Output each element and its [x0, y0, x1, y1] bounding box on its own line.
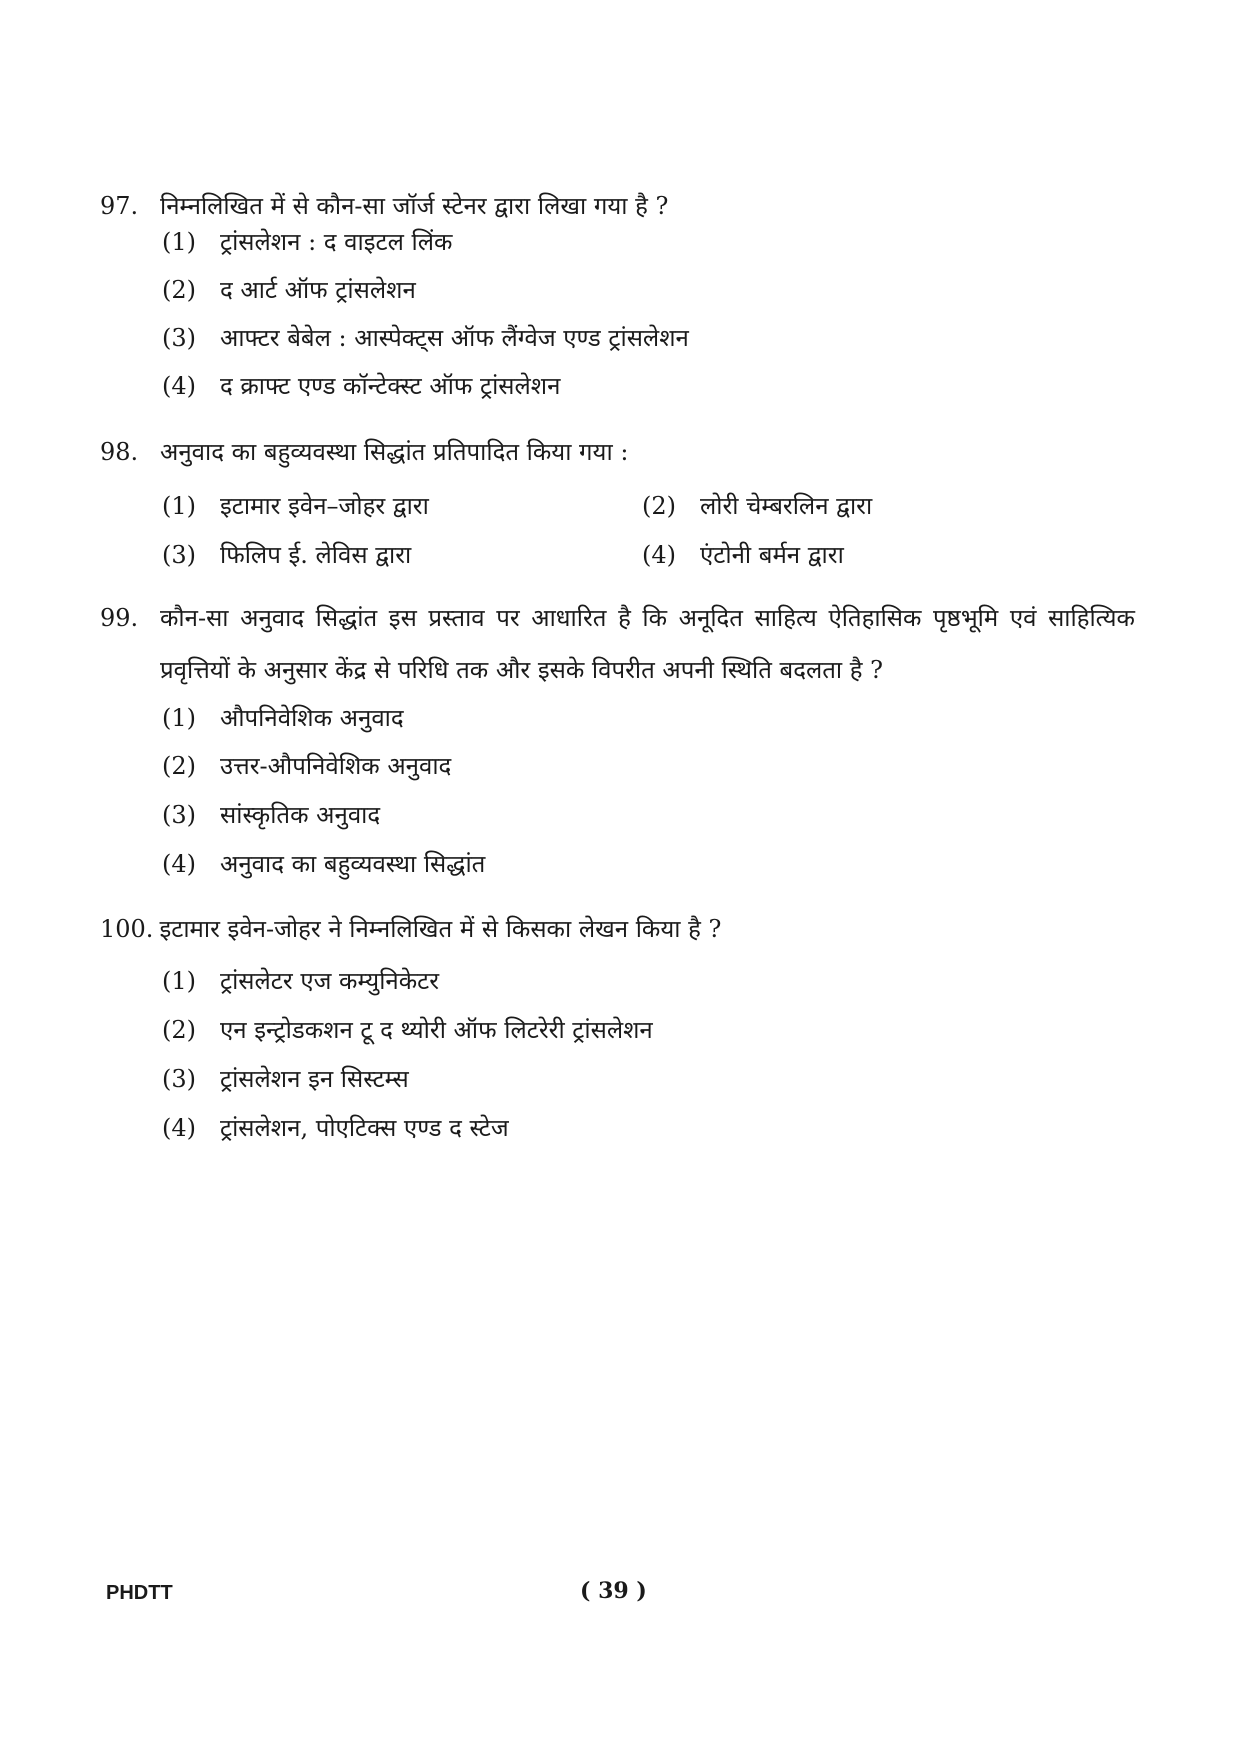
option-text: अनुवाद का बहुव्यवस्था सिद्धांत — [220, 850, 486, 878]
option-text: ट्रांसलेशन इन सिस्टम्स — [220, 1065, 409, 1093]
option — [162, 846, 485, 882]
option-text: द आर्ट ऑफ ट्रांसलेशन — [220, 276, 416, 304]
option-text: उत्तर-औपनिवेशिक अनुवाद — [220, 752, 452, 780]
option-number: (3) — [162, 1065, 196, 1093]
option — [162, 700, 404, 736]
question-number: 99. — [100, 604, 139, 632]
option-number: (2) — [162, 276, 196, 304]
option — [162, 488, 429, 524]
option-number: (4) — [162, 1114, 196, 1142]
option-text: फिलिप ई. लेविस द्वारा — [220, 541, 412, 569]
option — [642, 537, 844, 573]
option-number: (4) — [162, 850, 196, 878]
option-number: (1) — [162, 967, 196, 995]
option — [162, 537, 411, 573]
option-text: ट्रांसलेशन : द वाइटल लिंक — [220, 228, 453, 256]
question-text: अनुवाद का बहुव्यवस्था सिद्धांत प्रतिपादित किया गया : — [160, 438, 629, 466]
option — [162, 272, 416, 308]
question-98 — [100, 426, 1140, 478]
option-text: आफ्टर बेबेल : आस्पेक्ट्स ऑफ लैंग्वेज एण्ड ट्रांसलेशन — [220, 324, 689, 352]
option-text: ट्रांसलेटर एज कम्युनिकेटर — [220, 967, 440, 995]
option — [162, 748, 451, 784]
option-number: (2) — [642, 492, 676, 520]
option — [162, 320, 689, 356]
option-text: एंटोनी बर्मन द्वारा — [700, 541, 844, 569]
question-text: इटामार इवेन-जोहर ने निम्नलिखित में से किसका लेखन किया है ? — [159, 915, 722, 943]
question-text: निम्नलिखित में से कौन-सा जॉर्ज स्टेनर द्वारा लिखा गया है ? — [160, 192, 669, 220]
option-text: लोरी चेम्बरलिन द्वारा — [700, 492, 873, 520]
option-number: (4) — [162, 372, 196, 400]
option-text: इटामार इवेन–जोहर द्वारा — [220, 492, 429, 520]
option-number: (4) — [642, 541, 676, 569]
option-text: ट्रांसलेशन, पोएटिक्स एण्ड द स्टेज — [220, 1114, 509, 1142]
option-number: (2) — [162, 752, 196, 780]
option-number: (1) — [162, 492, 196, 520]
option — [642, 488, 872, 524]
option-number: (3) — [162, 801, 196, 829]
option-text: द क्राफ्ट एण्ड कॉन्टेक्स्ट ऑफ ट्रांसलेशन — [220, 372, 561, 400]
option-text: एन इन्ट्रोडकशन टू द थ्योरी ऑफ लिटरेरी ट्रांसलेशन — [220, 1016, 653, 1044]
option-number: (1) — [162, 704, 196, 732]
option — [162, 963, 439, 999]
option-number: (3) — [162, 324, 196, 352]
question-number: 98. — [100, 438, 139, 466]
option-text: सांस्कृतिक अनुवाद — [220, 801, 381, 829]
exam-code: PHDTT — [106, 1582, 173, 1604]
option — [162, 368, 560, 404]
option-number: (3) — [162, 541, 196, 569]
question-number: 97. — [100, 192, 139, 220]
question-99 — [100, 592, 1140, 696]
question-number: 100. — [100, 915, 154, 943]
option — [162, 1012, 653, 1048]
option — [162, 1110, 509, 1146]
option-text: औपनिवेशिक अनुवाद — [220, 704, 404, 732]
option — [162, 1061, 409, 1097]
option — [162, 224, 452, 260]
option-number: (1) — [162, 228, 196, 256]
page-number: ( 39 ) — [580, 1578, 647, 1604]
option-number: (2) — [162, 1016, 196, 1044]
option — [162, 797, 380, 833]
question-text: कौन-सा अनुवाद सिद्धांत इस प्रस्ताव पर आधारित है कि अनूदित साहित्य ऐतिहासिक पृष्ठभूमि एवं साहित्यिक प्रवृत्तियों के अनुसार केंद्र से परिधि तक और इसके विपरीत अपनी स्थिति बदलता है ? — [160, 604, 1135, 684]
question-100 — [100, 903, 1140, 955]
